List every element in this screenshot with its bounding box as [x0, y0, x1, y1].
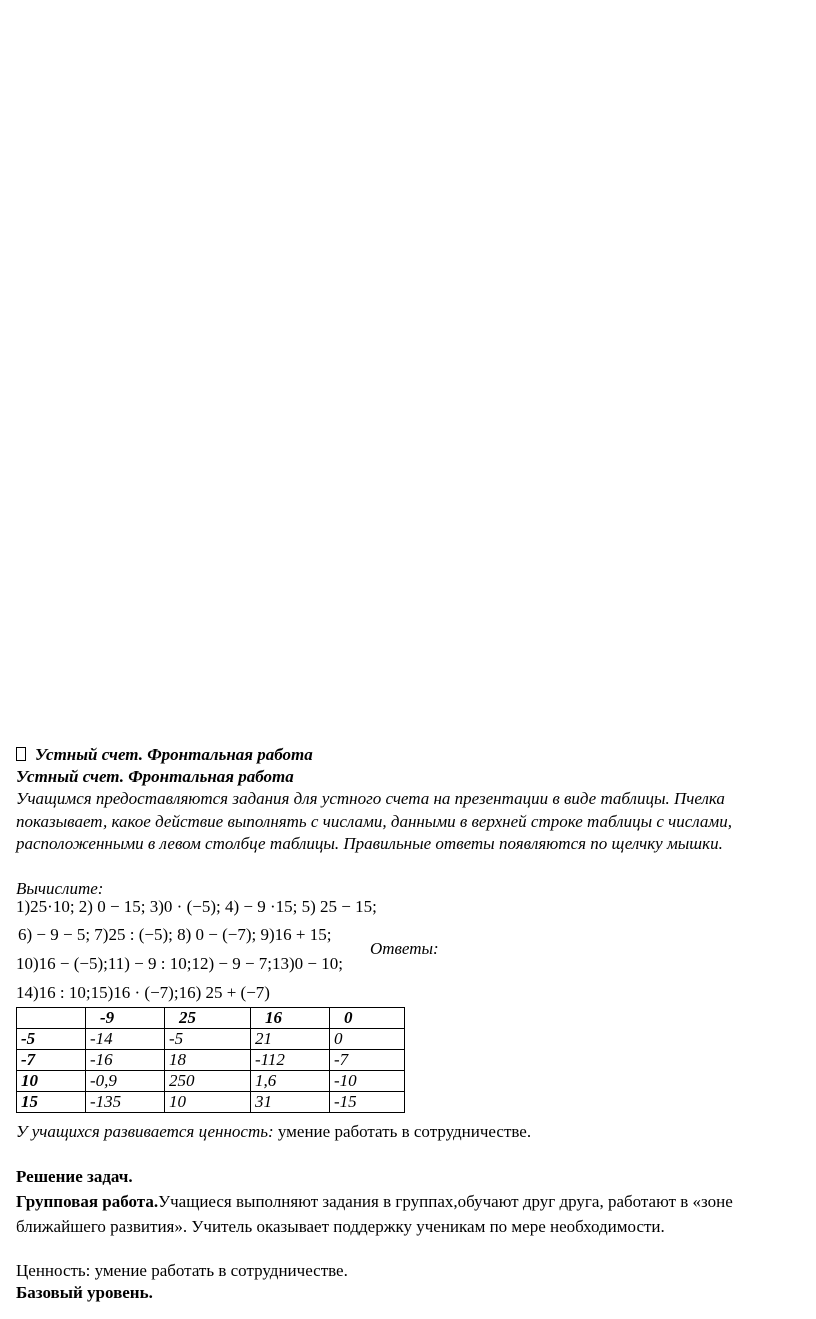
- intro-paragraph: Учащимся предоставляются задания для устного счета на презентации в виде таблицы. Пчелка показывает, какое действие выполнять с числами, данными в верхней строке таблицы с числами, расположенными в левом столбце таблицы. Правильные ответы появляются по щелчку мышки.: [16, 789, 733, 853]
- table-cell: 10: [17, 1071, 86, 1092]
- table-cell: [17, 1008, 86, 1029]
- table-cell: -15: [330, 1092, 405, 1113]
- expression-line-2: 6) − 9 − 5; 7)25 : (−5); 8) 0 − (−7); 9)16 + 15;: [18, 925, 332, 944]
- table-cell: -112: [251, 1050, 330, 1071]
- table-row: [17, 1071, 405, 1092]
- table-cell: 0: [330, 1008, 405, 1029]
- table-cell: -10: [330, 1071, 405, 1092]
- base-level-heading: Базовый уровень.: [16, 1283, 153, 1302]
- group-label: Групповая работа.: [16, 1192, 159, 1211]
- table-row: [17, 1029, 405, 1050]
- bullet-heading: [16, 744, 796, 766]
- table-cell: -7: [330, 1050, 405, 1071]
- bullet-heading-text: Устный счет. Фронтальная работа: [35, 745, 313, 764]
- values-label: У учащихся развивается ценность:: [16, 1122, 274, 1141]
- expression-line-4: 14)16 : 10;15)16 · (−7);16) 25 + (−7): [16, 983, 270, 1002]
- bullet-icon: [16, 747, 26, 761]
- group-text: Учащиеся выполняют задания в группах,обучают друг друга, работают в «зоне ближайшего развития». Учитель оказывает поддержку ученикам по мере необходимости.: [16, 1192, 733, 1236]
- table-cell: 1,6: [251, 1071, 330, 1092]
- table-cell: 10: [165, 1092, 251, 1113]
- expression-line-1: 1)25·10; 2) 0 − 15; 3)0 · (−5); 4) − 9 ·15; 5) 25 − 15;: [16, 897, 377, 916]
- table-cell: 250: [165, 1071, 251, 1092]
- table-row: [17, 1050, 405, 1071]
- value-paragraph: Ценность: умение работать в сотрудничестве.: [16, 1261, 348, 1280]
- answers-label: Ответы:: [370, 939, 439, 958]
- table-cell: -16: [86, 1050, 165, 1071]
- table-cell: 18: [165, 1050, 251, 1071]
- table-cell: -9: [86, 1008, 165, 1029]
- table-cell: 16: [251, 1008, 330, 1029]
- values-paragraph: [16, 1121, 796, 1143]
- values-text: умение работать в сотрудничестве.: [273, 1122, 532, 1141]
- table-cell: -135: [86, 1092, 165, 1113]
- calc-label: Вычислите:: [16, 879, 104, 898]
- table-cell: 0: [330, 1029, 405, 1050]
- table-row: [17, 1092, 405, 1113]
- section-heading: Устный счет. Фронтальная работа: [16, 767, 294, 786]
- table-cell: -5: [17, 1029, 86, 1050]
- table-cell: -7: [17, 1050, 86, 1071]
- solve-heading: Решение задач.: [16, 1167, 133, 1186]
- table-cell: 31: [251, 1092, 330, 1113]
- answers-table: [16, 1007, 405, 1113]
- table-header-row: [17, 1008, 405, 1029]
- group-paragraph: [16, 1189, 776, 1239]
- table-cell: 25: [165, 1008, 251, 1029]
- expression-line-3: 10)16 − (−5);11) − 9 : 10;12) − 9 − 7;13)0 − 10;: [16, 954, 343, 973]
- table-cell: -0,9: [86, 1071, 165, 1092]
- table-cell: 21: [251, 1029, 330, 1050]
- table-cell: -5: [165, 1029, 251, 1050]
- table-cell: 15: [17, 1092, 86, 1113]
- table-cell: -14: [86, 1029, 165, 1050]
